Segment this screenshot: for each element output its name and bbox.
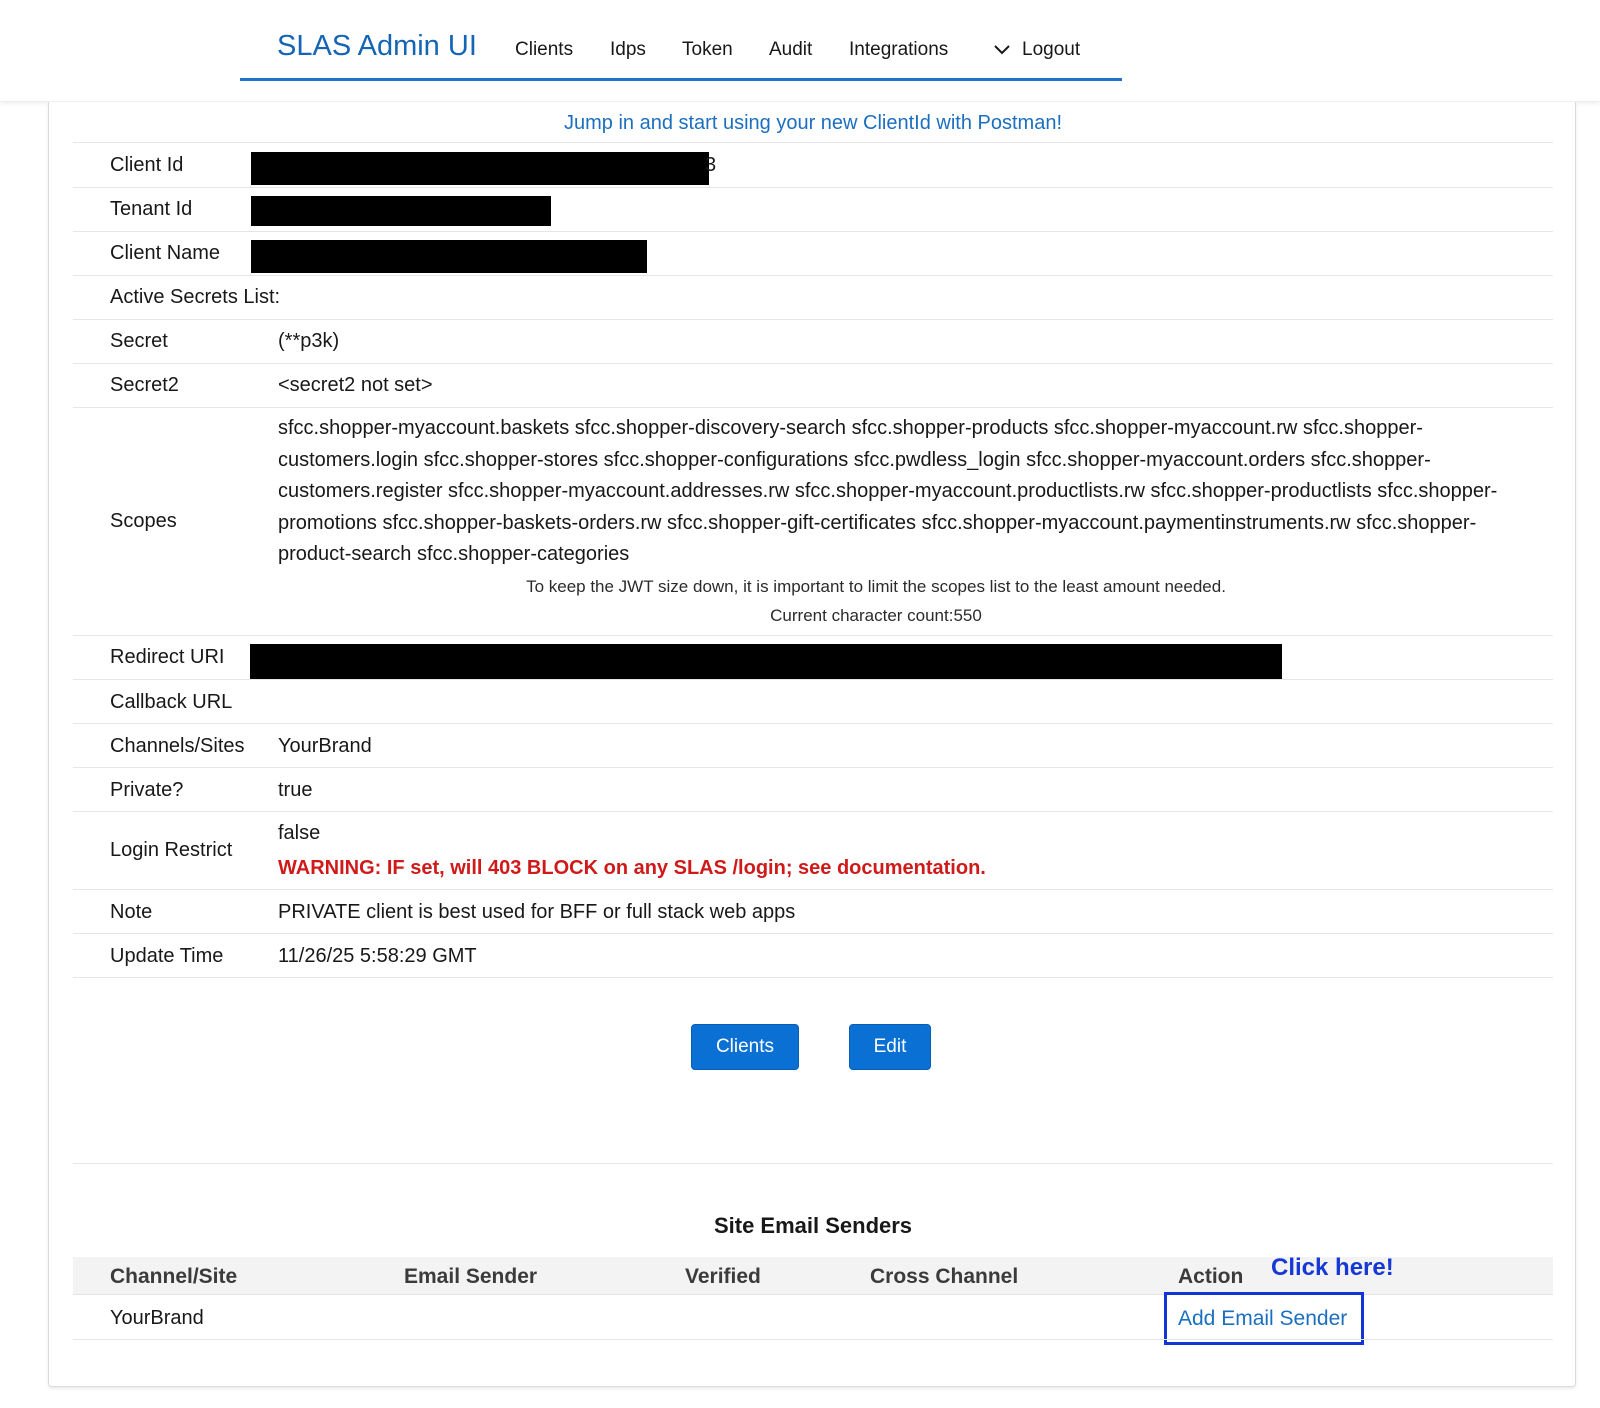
tenant-id-label: Tenant Id — [110, 198, 193, 220]
nav-integrations[interactable]: Integrations — [849, 39, 949, 60]
redacted-redirect-uri — [250, 644, 1282, 680]
click-here-callout: Click here! — [1271, 1254, 1394, 1281]
divider — [73, 363, 1553, 364]
divider — [73, 1163, 1553, 1164]
col-cross-channel: Cross Channel — [870, 1265, 1019, 1288]
login-restrict-value: false — [278, 822, 321, 844]
divider — [73, 275, 1553, 276]
divider — [73, 319, 1553, 320]
scopes-char-count: Current character count:550 — [770, 606, 982, 625]
divider — [73, 977, 1553, 978]
nav-logout[interactable]: Logout — [1022, 39, 1081, 60]
divider — [73, 811, 1553, 812]
col-verified: Verified — [685, 1265, 761, 1288]
login-restrict-label: Login Restrict — [110, 839, 233, 861]
update-time-label: Update Time — [110, 945, 224, 967]
scopes-label: Scopes — [110, 510, 177, 532]
client-id-label: Client Id — [110, 154, 184, 176]
divider — [73, 723, 1553, 724]
nav-bar — [240, 0, 1122, 81]
divider — [73, 889, 1553, 890]
secret-label: Secret — [110, 330, 168, 352]
client-detail-card — [48, 102, 1576, 1387]
login-restrict-warning: WARNING: IF set, will 403 BLOCK on any SLAS /login; see documentation. — [278, 857, 986, 879]
postman-link[interactable]: Jump in and start using your new ClientId with Postman! — [563, 112, 1063, 134]
edit-button[interactable]: Edit — [849, 1024, 931, 1070]
email-senders-title: Site Email Senders — [713, 1213, 913, 1238]
redirect-uri-label: Redirect URI — [110, 646, 225, 668]
clients-button[interactable]: Clients — [691, 1024, 799, 1070]
redacted-client-name — [251, 240, 647, 273]
col-email-sender: Email Sender — [404, 1265, 538, 1288]
callback-url-label: Callback URL — [110, 691, 233, 713]
client-id-tail: 3 — [705, 154, 717, 176]
secret-value: (**p3k) — [278, 330, 340, 352]
active-secrets-label: Active Secrets List: — [110, 286, 281, 308]
brand-title[interactable]: SLAS Admin UI — [277, 30, 477, 62]
divider — [73, 187, 1553, 188]
divider — [73, 407, 1553, 408]
col-action: Action — [1178, 1265, 1244, 1288]
redacted-client-id — [251, 152, 709, 185]
col-channel-site: Channel/Site — [110, 1265, 238, 1288]
table-row-site: YourBrand — [110, 1307, 204, 1329]
scopes-value: sfcc.shopper-myaccount.baskets sfcc.shopper-discovery-search sfcc.shopper-products sfcc.shopper-myaccount.rw sfcc.shopper-customers.login sfcc.shopper-stores sfcc.shopper-configurations sfcc.pwdless_login sfcc.shopper-myaccount.orders sfcc.shopper-customers.register sfcc.shopper-myaccount.addresses.rw sfcc.shopper-myaccount.productlists.rw sfcc.shopper-productlists sfcc.shopper-promotions sfcc.shopper-baskets-orders.rw sfcc.shopper-gift-certificates sfcc.shopper-myaccount.paymentinstruments.rw sfcc.shopper-product-search sfcc.shopper-categories — [278, 417, 1498, 565]
scopes-hint: To keep the JWT size down, it is important to limit the scopes list to the least amount needed. — [526, 577, 1226, 596]
divider — [73, 679, 1553, 680]
divider — [73, 635, 1553, 636]
nav-audit[interactable]: Audit — [769, 39, 813, 60]
redacted-tenant-id — [251, 196, 551, 226]
add-email-sender-link[interactable]: Add Email Sender — [1178, 1307, 1348, 1330]
nav-token[interactable]: Token — [682, 39, 733, 60]
note-value: PRIVATE client is best used for BFF or full stack web apps — [278, 901, 796, 923]
secret2-label: Secret2 — [110, 374, 179, 396]
update-time-value: 11/26/25 5:58:29 GMT — [278, 945, 477, 967]
secret2-value: <secret2 not set> — [278, 374, 433, 396]
nav-clients[interactable]: Clients — [515, 39, 574, 60]
channels-value: YourBrand — [278, 735, 372, 757]
nav-idps[interactable]: Idps — [610, 39, 646, 60]
divider — [73, 767, 1553, 768]
divider — [73, 142, 1553, 143]
divider — [73, 933, 1553, 934]
note-label: Note — [110, 901, 153, 923]
client-name-label: Client Name — [110, 242, 221, 264]
private-label: Private? — [110, 779, 184, 801]
divider — [73, 1339, 1553, 1340]
top-navbar — [0, 0, 1600, 102]
channels-label: Channels/Sites — [110, 735, 245, 757]
divider — [73, 231, 1553, 232]
chevron-down-icon[interactable] — [992, 40, 1012, 60]
private-value: true — [278, 779, 313, 801]
